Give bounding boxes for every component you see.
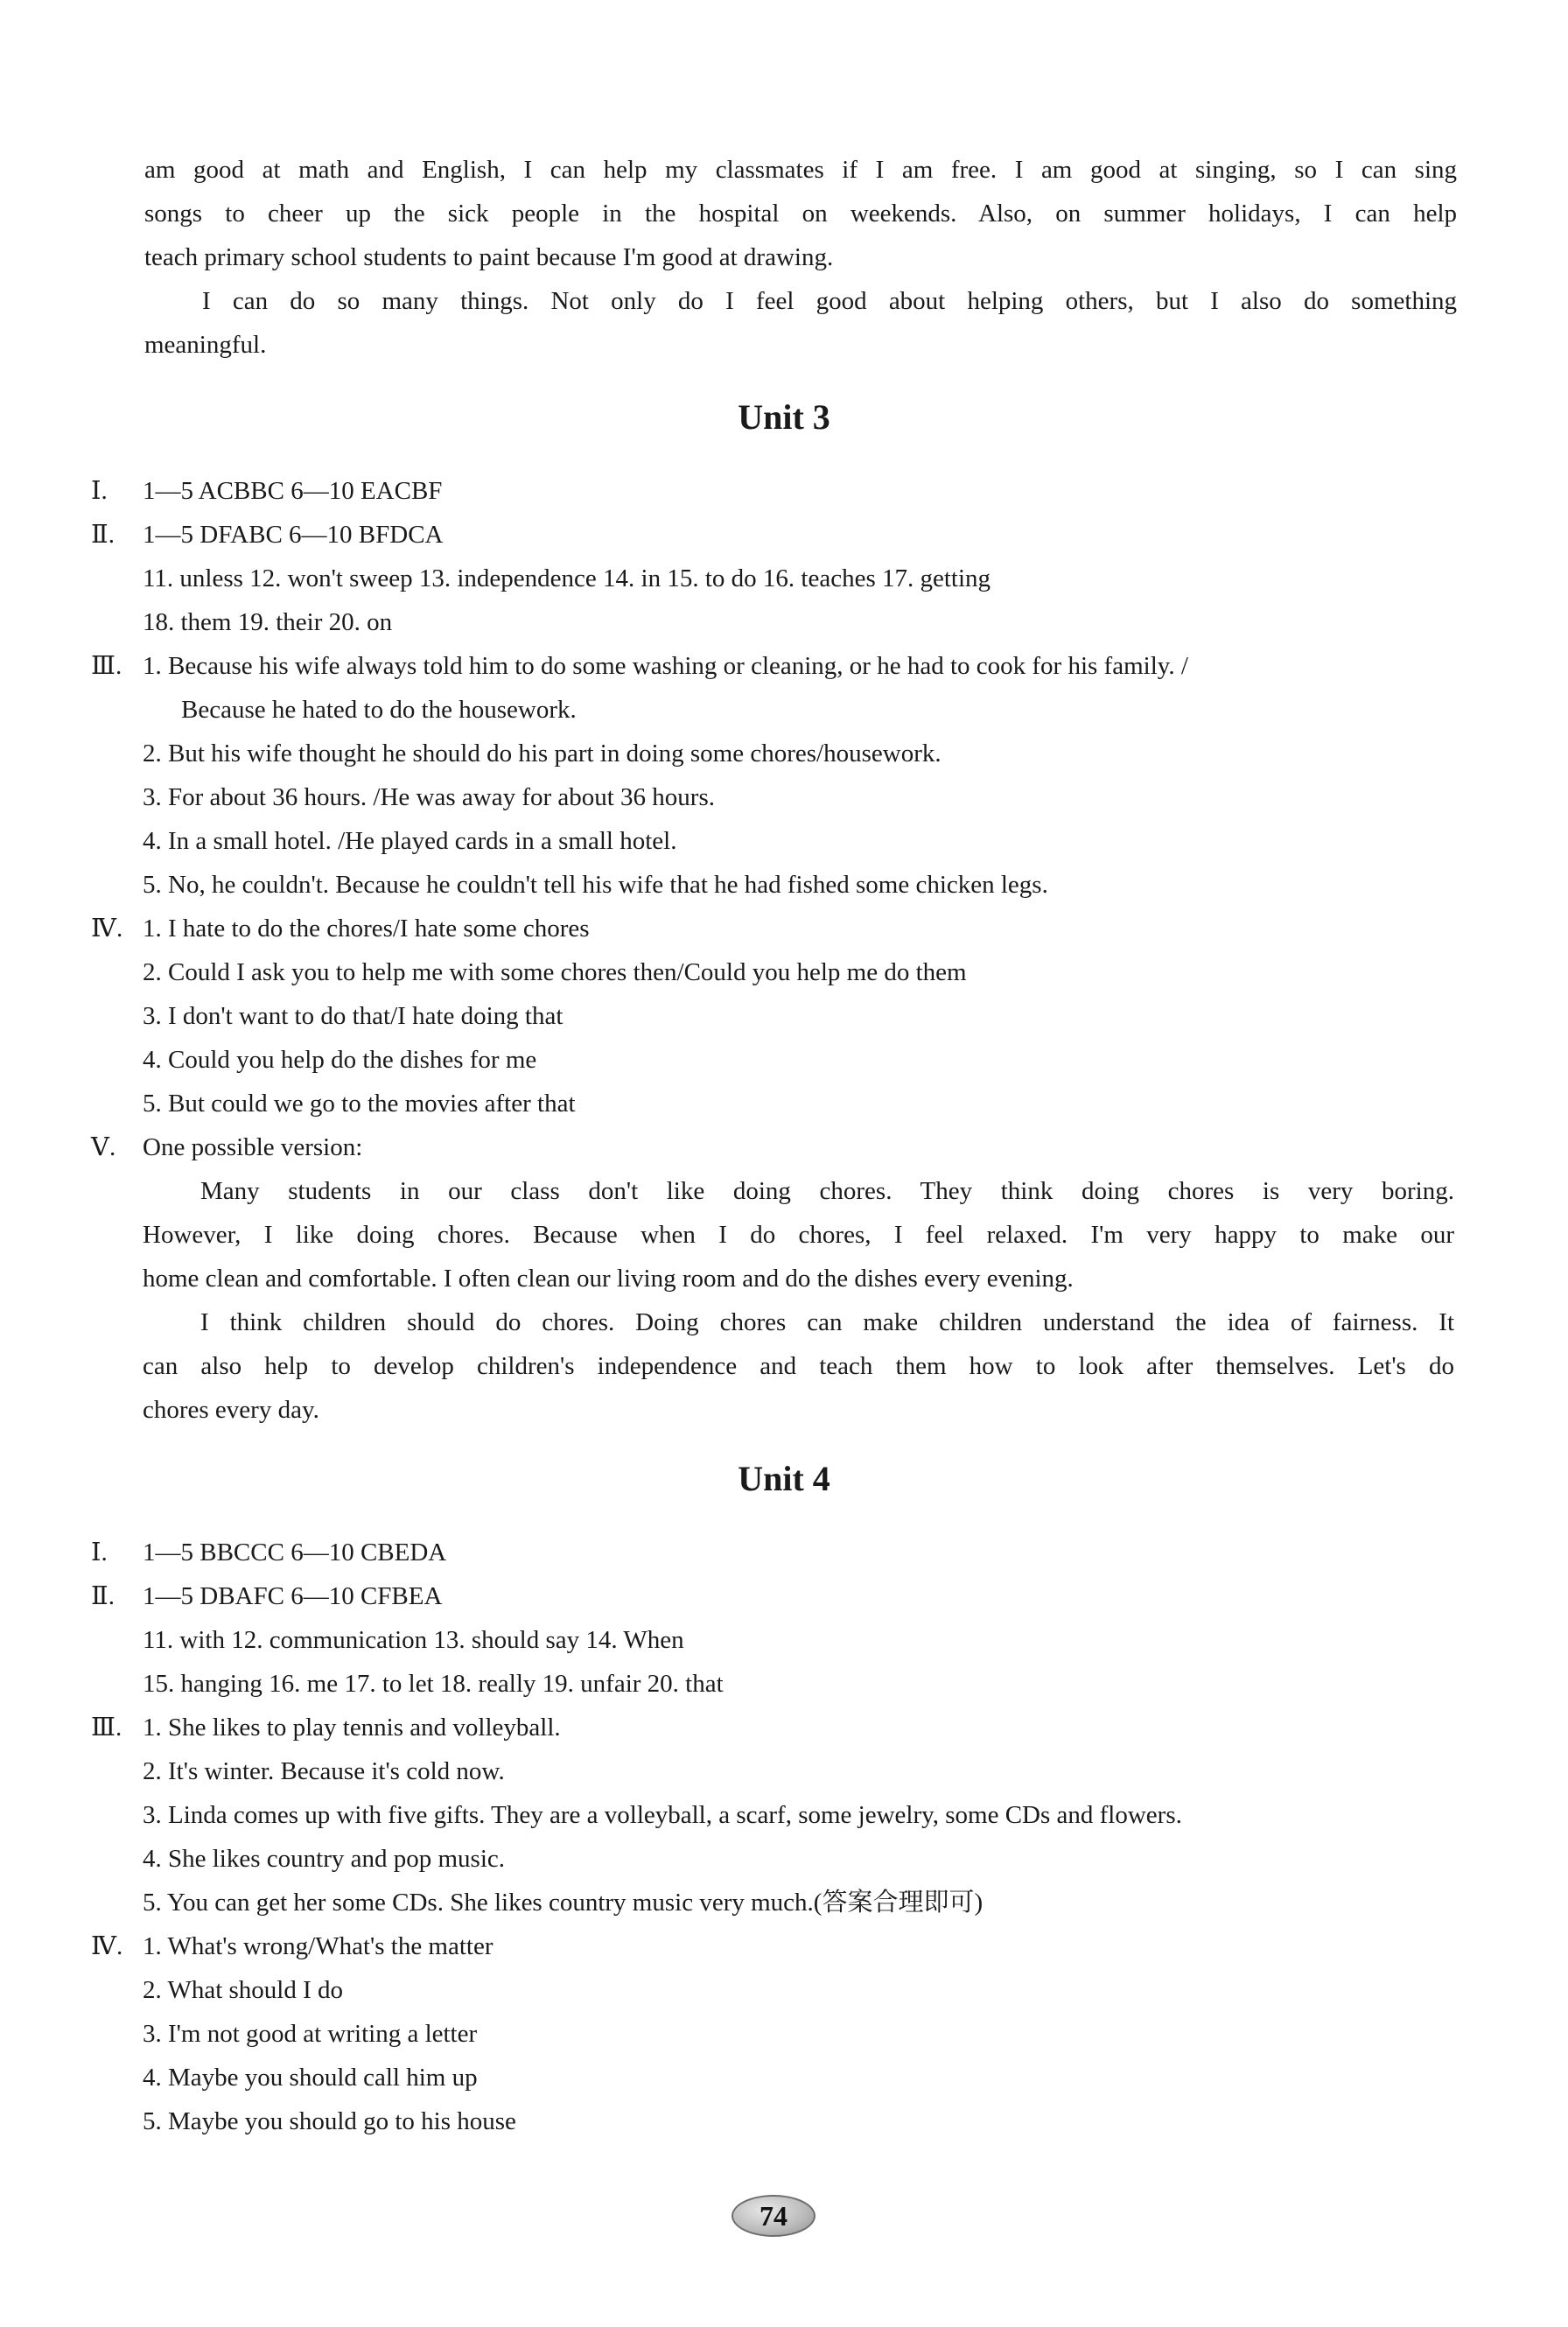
unit4-section4-item-5: 5. Maybe you should go to his house	[143, 2107, 516, 2135]
unit3-section2-num: Ⅱ.	[91, 521, 115, 549]
unit3-essay-line-1: Many students in our class don't like doing chores. They think doing chores is very boring.	[200, 1177, 1454, 1205]
unit3-section4-item-2: 2. Could I ask you to help me with some chores then/Could you help me do them	[143, 958, 967, 986]
unit3-section3-item-1-cont: Because he hated to do the housework.	[181, 696, 577, 724]
unit4-heading: Unit 4	[738, 1459, 830, 1498]
unit4-section4-item-4: 4. Maybe you should call him up	[143, 2064, 478, 2092]
unit3-section5-num: Ⅴ.	[91, 1133, 116, 1161]
intro-line-5: meaningful.	[144, 331, 267, 359]
unit3-section5-label: One possible version:	[143, 1133, 363, 1161]
unit4-section4-num: Ⅳ.	[91, 1932, 123, 1960]
unit3-essay-line-5: can also help to develop children's independence and teach them how to look after themselves. Let's do	[143, 1352, 1454, 1380]
unit3-section2-line3: 18. them 19. their 20. on	[143, 608, 393, 636]
unit3-section4-item-3: 3. I don't want to do that/I hate doing that	[143, 1002, 564, 1030]
unit3-essay-line-3: home clean and comfortable. I often clean our living room and do the dishes every evening.	[143, 1265, 1074, 1293]
unit4-section3-item-2: 2. It's winter. Because it's cold now.	[143, 1757, 505, 1785]
unit3-section3-item-1: 1. Because his wife always told him to do some washing or cleaning, or he had to cook for his family. /	[143, 652, 1188, 680]
unit3-section1-num: Ⅰ.	[91, 477, 108, 505]
unit3-section4-item-1: 1. I hate to do the chores/I hate some chores	[143, 915, 590, 943]
unit4-section2-answers: 1—5 DBAFC 6—10 CFBEA	[143, 1582, 443, 1610]
page-number-badge	[732, 2195, 816, 2237]
unit3-section3-item-3: 3. For about 36 hours. /He was away for about 36 hours.	[143, 783, 716, 811]
unit4-section3-item-3: 3. Linda comes up with five gifts. They are a volleyball, a scarf, some jewelry, some CDs and flowers.	[143, 1801, 1182, 1829]
unit4-section4-item-2: 2. What should I do	[143, 1976, 344, 2004]
intro-line-1: am good at math and English, I can help my classmates if I am free. I am good at singing, so I can sing	[144, 156, 1457, 184]
intro-line-4: I can do so many things. Not only do I feel good about helping others, but I also do something	[202, 287, 1457, 315]
unit4-section1-answers: 1—5 BBCCC 6—10 CBEDA	[143, 1538, 447, 1567]
unit3-section2-line2: 11. unless 12. won't sweep 13. independence 14. in 15. to do 16. teaches 17. getting	[143, 564, 991, 592]
unit4-section3-item-5: 5. You can get her some CDs. She likes country music very much.(答案合理即可)	[143, 1889, 984, 1917]
unit3-section3-item-4: 4. In a small hotel. /He played cards in a small hotel.	[143, 827, 677, 855]
unit3-section3-num: Ⅲ.	[91, 652, 122, 680]
unit3-essay-line-4: I think children should do chores. Doing chores can make children understand the idea of fairness. It	[200, 1308, 1454, 1336]
unit4-section2-line2: 11. with 12. communication 13. should say 14. When	[143, 1626, 684, 1654]
unit4-section3-item-1: 1. She likes to play tennis and volleyball.	[143, 1714, 561, 1742]
unit3-section1-answers: 1—5 ACBBC 6—10 EACBF	[143, 477, 443, 505]
unit4-section3-num: Ⅲ.	[91, 1714, 122, 1742]
unit3-section4-item-4: 4. Could you help do the dishes for me	[143, 1046, 537, 1074]
unit4-section4-item-3: 3. I'm not good at writing a letter	[143, 2020, 478, 2048]
unit3-section4-item-5: 5. But could we go to the movies after that	[143, 1090, 576, 1118]
unit4-section4-item-1: 1. What's wrong/What's the matter	[143, 1932, 494, 1960]
unit3-section2-answers: 1—5 DFABC 6—10 BFDCA	[143, 521, 444, 549]
unit4-section2-num: Ⅱ.	[91, 1582, 115, 1610]
unit3-section3-item-2: 2. But his wife thought he should do his part in doing some chores/housework.	[143, 739, 942, 767]
unit3-section3-item-5: 5. No, he couldn't. Because he couldn't tell his wife that he had fished some chicken legs.	[143, 871, 1048, 899]
page-number: 74	[760, 2199, 788, 2232]
unit3-section4-num: Ⅳ.	[91, 915, 123, 943]
unit3-essay-line-2: However, I like doing chores. Because when I do chores, I feel relaxed. I'm very happy to make our	[143, 1221, 1454, 1249]
unit4-section1-num: Ⅰ.	[91, 1538, 108, 1567]
unit3-heading: Unit 3	[738, 397, 830, 437]
unit4-section2-line3: 15. hanging 16. me 17. to let 18. really 19. unfair 20. that	[143, 1670, 724, 1698]
unit4-section3-item-4: 4. She likes country and pop music.	[143, 1845, 506, 1873]
intro-line-3: teach primary school students to paint because I'm good at drawing.	[144, 243, 834, 271]
intro-line-2: songs to cheer up the sick people in the hospital on weekends. Also, on summer holidays, I can help	[144, 200, 1457, 228]
unit3-essay-line-6: chores every day.	[143, 1396, 319, 1424]
